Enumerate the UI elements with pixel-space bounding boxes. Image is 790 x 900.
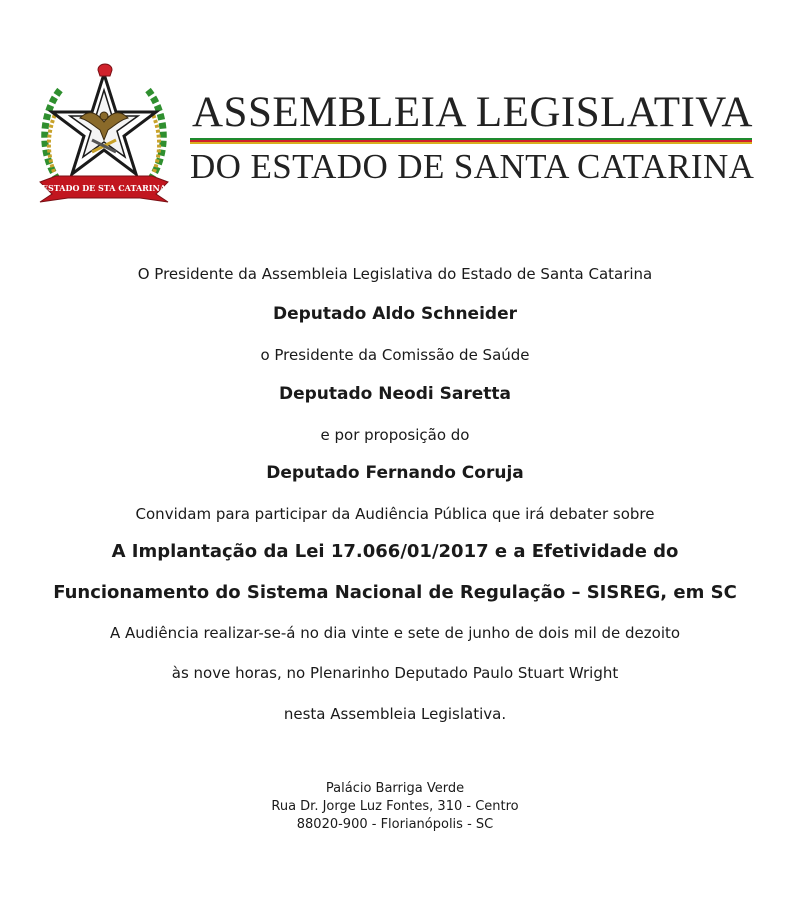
topic-line-1: A Implantação da Lei 17.066/01/2017 e a Efetividade do — [111, 541, 679, 562]
address-line-1: Palácio Barriga Verde — [325, 781, 465, 796]
topic-line-2: Funcionamento do Sistema Nacional de Regulação – SISREG, em SC — [53, 582, 737, 603]
inviter-name-1: Deputado Aldo Schneider — [273, 304, 517, 324]
letterhead — [0, 0, 790, 220]
address-line-3: 88020-900 - Florianópolis - SC — [296, 817, 494, 832]
tricolor-stripe — [190, 138, 752, 144]
invitation-line-3: e por proposição do — [320, 426, 470, 444]
seal-ribbon-text: ESTADO DE STA CATARINA — [41, 183, 167, 193]
inviter-name-3: Deputado Fernando Coruja — [266, 463, 524, 483]
assembly-subtitle: DO ESTADO DE SANTA CATARINA — [190, 147, 755, 186]
state-seal-icon — [36, 60, 172, 208]
invitation-line-2: o Presidente da Comissão de Saúde — [260, 346, 530, 364]
inviter-name-2: Deputado Neodi Saretta — [279, 384, 511, 404]
invitation-line-6: às nove horas, no Plenarinho Deputado Paulo Stuart Wright — [171, 664, 619, 682]
invitation-line-7: nesta Assembleia Legislativa. — [283, 705, 507, 723]
invitation-line-5: A Audiência realizar-se-á no dia vinte e sete de junho de dois mil de dezoito — [109, 624, 681, 642]
assembly-title: ASSEMBLEIA LEGISLATIVA — [192, 89, 753, 136]
address-line-2: Rua Dr. Jorge Luz Fontes, 310 - Centro — [271, 799, 519, 814]
invitation-line-1: O Presidente da Assembleia Legislativa do Estado de Santa Catarina — [137, 265, 653, 283]
invitation-line-4: Convidam para participar da Audiência Pública que irá debater sobre — [135, 505, 655, 523]
